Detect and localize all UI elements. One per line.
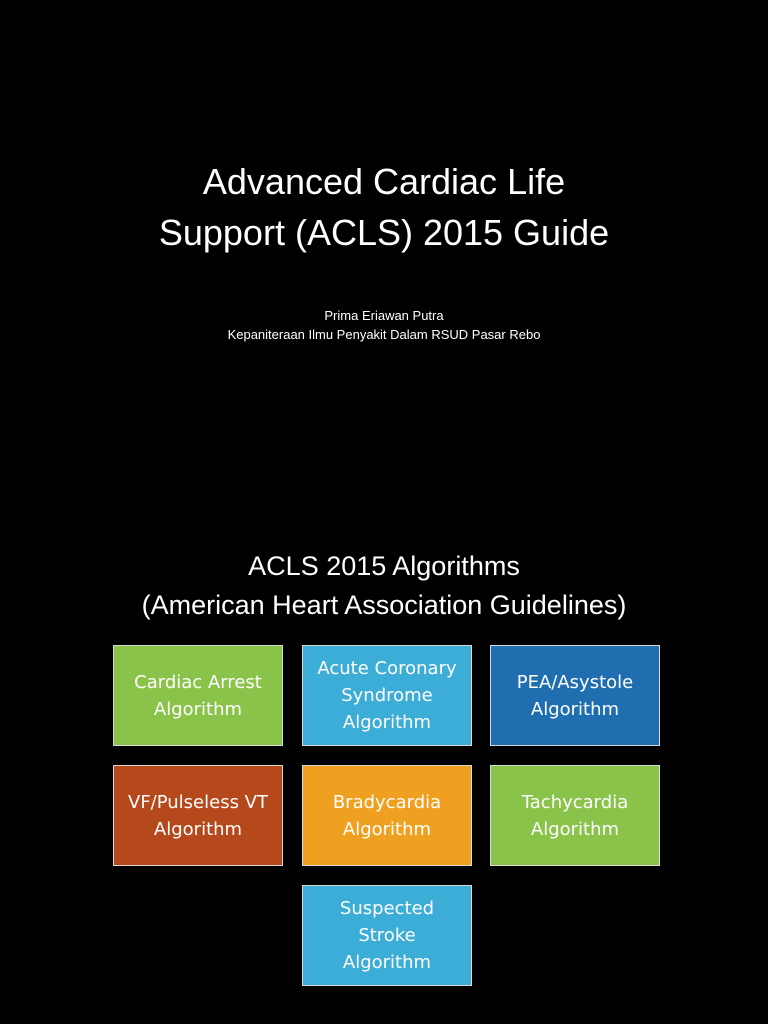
- algorithms-slide: [0, 512, 768, 1024]
- title-line-2: Support (ACLS) 2015 Guide: [158, 212, 610, 253]
- box-acute-coronary-syndrome: [302, 645, 472, 746]
- author-name: Prima Eriawan Putra: [324, 308, 444, 323]
- box-label: PEA/Asystole Algorithm: [516, 671, 634, 720]
- box-suspected-stroke: [302, 885, 472, 986]
- box-label: Acute Coronary Syndrome Algorithm: [317, 658, 457, 733]
- box-vf-pulseless-vt: [113, 765, 283, 866]
- author-affiliation: Kepaniteraan Ilmu Penyakit Dalam RSUD Pasar Rebo: [227, 327, 541, 342]
- box-tachycardia: [490, 765, 660, 866]
- title-line-1: Advanced Cardiac Life: [202, 161, 566, 202]
- box-pea-asystole: [490, 645, 660, 746]
- box-label: VF/Pulseless VT Algorithm: [128, 791, 268, 840]
- algorithms-heading-line-2: (American Heart Association Guidelines): [141, 590, 627, 620]
- box-cardiac-arrest: [113, 645, 283, 746]
- box-label: Cardiac Arrest Algorithm: [134, 671, 262, 720]
- box-label: Tachycardia Algorithm: [521, 791, 629, 840]
- box-bradycardia: [302, 765, 472, 866]
- box-label: Bradycardia Algorithm: [332, 791, 442, 840]
- box-label: Suspected Stroke Algorithm: [339, 898, 435, 973]
- algorithms-heading-line-1: ACLS 2015 Algorithms: [248, 551, 520, 581]
